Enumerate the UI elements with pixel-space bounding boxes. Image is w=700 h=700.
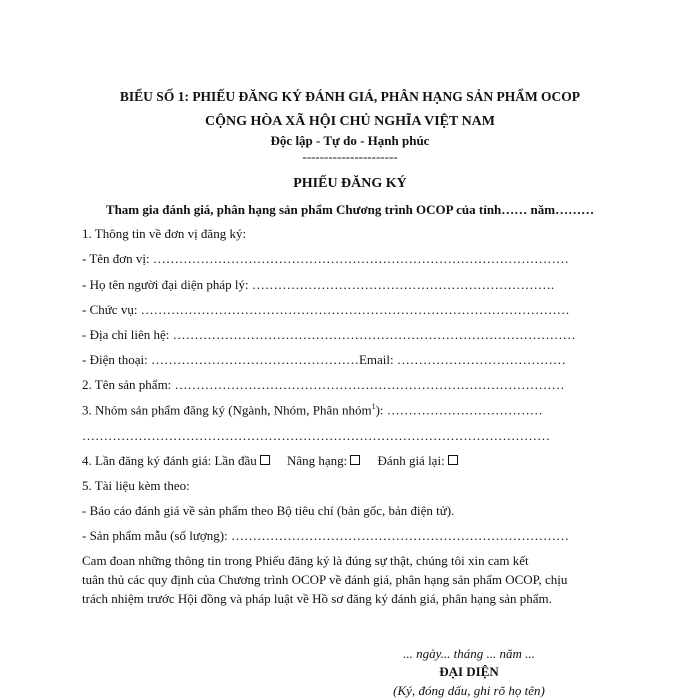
product-group-dots: ): ……………………………… (375, 402, 543, 418)
national-motto: Độc lập - Tự do - Hạnh phúc (270, 133, 430, 148)
first-time-label: 4. Lần đăng ký đánh giá: Lần đầu (82, 453, 257, 468)
reassess-checkbox[interactable] (448, 455, 458, 465)
product-group-label: 3. Nhóm sản phẩm đăng ký (Ngành, Nhóm, Phân nhóm (82, 402, 372, 418)
commitment-line-1: Cam đoan những thông tin trong Phiếu đăng ký là đúng sự thật, chúng tôi xin cam kết (82, 553, 529, 568)
footnote-marker: 1 (371, 402, 376, 411)
form-subtitle: Tham gia đánh giá, phân hạng sản phẩm Chương trình OCOP của tỉnh…… năm……… (105, 202, 595, 217)
form-title: PHIẾU ĐĂNG KÝ (293, 176, 407, 191)
product-group-field (82, 402, 543, 418)
section-5-heading: 5. Tài liệu kèm theo: (82, 478, 190, 493)
product-group-continuation: ……………………………………………………………………………………………… (82, 428, 550, 443)
signature-label: ĐẠI DIỆN (439, 664, 499, 679)
report-attachment: - Báo cáo đánh giá về sản phẩm theo Bộ tiêu chí (bản gốc, bản điện tử). (82, 503, 455, 518)
unit-name-field: - Tên đơn vị: …………………………………………………………………………………… (82, 251, 569, 266)
phone-email-field: - Điện thoại: …………………………………………Email: ………………………………… (82, 352, 566, 367)
reassess-label: Đánh giá lại: (377, 453, 445, 468)
commitment-line-3: trách nhiệm trước Hội đồng và pháp luật về Hồ sơ đăng ký đánh giá, phân hạng sản phẩm. (82, 591, 552, 606)
address-field: - Địa chỉ liên hệ: ………………………………………………………………………………… (82, 327, 576, 342)
motto-rule: ---------------------- (302, 149, 398, 164)
section-1-heading: 1. Thông tin về đơn vị đăng ký: (82, 226, 247, 241)
commitment-line-2: tuân thủ các quy định của Chương trình OCOP về đánh giá, phân hạng sản phẩm OCOP, chịu (82, 572, 568, 587)
upgrade-checkbox[interactable] (350, 455, 360, 465)
nation-name: CỘNG HÒA XÃ HỘI CHỦ NGHĨA VIỆT NAM (204, 114, 495, 129)
representative-field: - Họ tên người đại diện pháp lý: ……………………………………………………………. (82, 277, 555, 292)
position-field: - Chức vụ: ……………………………………………………………………………………… (82, 302, 570, 317)
form-heading: BIỂU SỐ 1: PHIẾU ĐĂNG KÝ ĐÁNH GIÁ, PHÂN HẠNG SẢN PHẨM OCOP (119, 89, 581, 104)
upgrade-label: Nâng hạng: (286, 453, 348, 468)
product-name-field: 2. Tên sản phẩm: ……………………………………………………………………………… (82, 377, 565, 392)
signature-date: ... ngày... tháng ... năm ... (403, 646, 535, 661)
samples-field: - Sản phẩm mẫu (số lượng): …………………………………………………………………… (82, 528, 569, 543)
signature-note: (Ký, đóng dấu, ghi rõ họ tên) (393, 683, 545, 698)
registration-type-row (82, 453, 458, 469)
first-time-checkbox[interactable] (260, 455, 270, 465)
